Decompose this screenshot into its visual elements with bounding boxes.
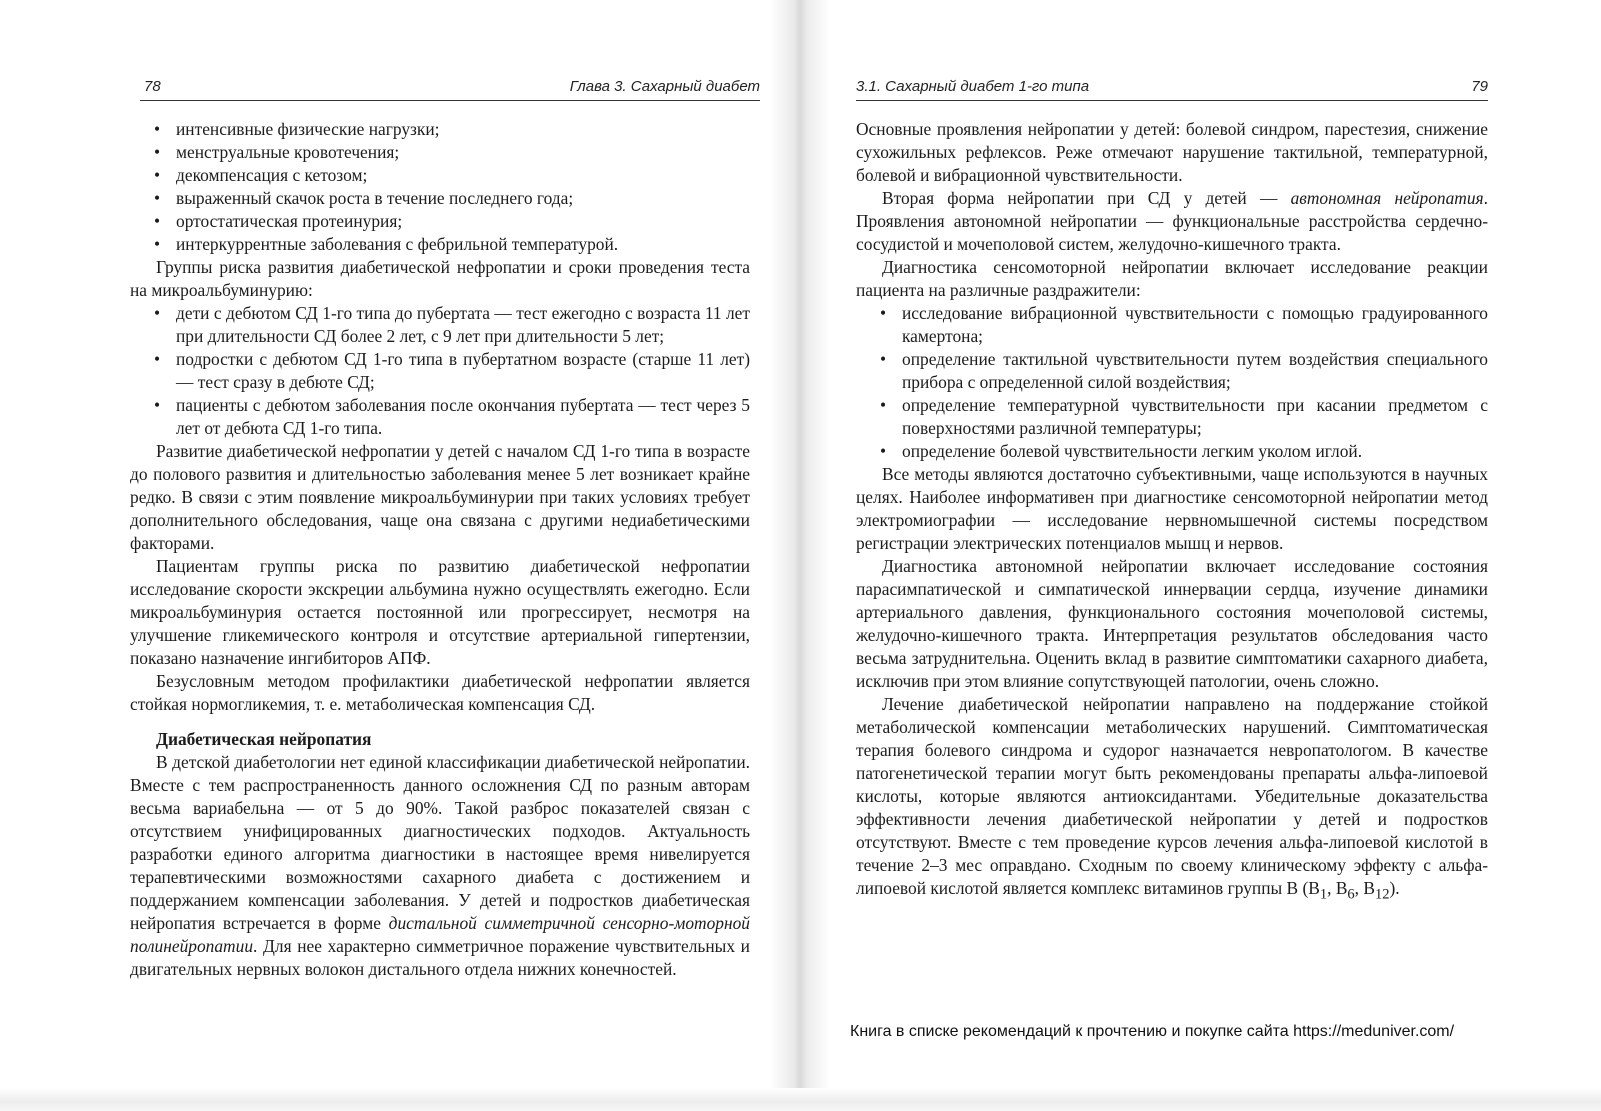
left-running-title: Глава 3. Сахарный диабет: [569, 78, 760, 95]
text-run: , В: [1327, 878, 1348, 898]
left-page-number: 78: [144, 78, 161, 95]
right-running-title: 3.1. Сахарный диабет 1-го типа: [856, 78, 1090, 95]
text-run: . Для нее характерно симметричное поражение чувствительных и двигательных нервных волокон дистального отдела нижних конечностей.: [130, 936, 750, 979]
risk-factors-list: [130, 118, 750, 256]
text-run: . Проявления автономной нейропатии — функциональные расстройства сердечно-сосудистой и мочеполовой систем, желудочно-кишечного тракта.: [856, 188, 1488, 254]
left-running-head: [120, 78, 760, 100]
paragraph: [130, 751, 750, 981]
list-item: • ортостатическая протеинурия;: [130, 210, 750, 233]
paragraph: Группы риска развития диабетической нефропатии и сроки проведения теста на микроальбуминурию:: [130, 257, 750, 300]
italic-term: автономная нейропатия: [1290, 188, 1484, 208]
text-run: , В: [1354, 878, 1375, 898]
paragraph: Пациентам группы риска по развитию диабетической нефропатии исследование скорости экскреции альбумина нужно осуществлять ежегодно. Если микроальбуминурия остается постоянной или прогрессирует, несмотря на улучшение гликемического контроля и отсутствие артериальной гипертензии, показано назначение ингибиторов АПФ.: [130, 556, 750, 668]
right-running-head: [856, 78, 1488, 100]
list-item: • выраженный скачок роста в течение последнего года;: [130, 187, 750, 210]
paragraph: Диагностика автономной нейропатии включает исследование состояния парасимпатической и симпатической иннервации сердца, изучение динамики артериального давления, функционального состояния мочеполовой системы, желудочно-кишечного тракта. Интерпретация результатов обследования часто весьма затруднительна. Оценить вклад в развитие симптоматики сахарного диабета, исключив при этом влияние сопутствующей патологии, очень сложно.: [856, 556, 1488, 691]
list-item: • определение болевой чувствительности легким уколом иглой.: [856, 440, 1488, 463]
left-header-rule: [140, 100, 760, 101]
list-item: • пациенты с дебютом заболевания после окончания пубертата — тест через 5 лет от дебюта СД 1-го типа.: [130, 394, 750, 440]
paragraph: Все методы являются достаточно субъективными, чаще используются в научных целях. Наиболее информативен при диагностике сенсомоторной нейропатии метод электромиографии — исследование нервномышечной системы посредством регистрации электрических потенциалов мышц и нервов.: [856, 464, 1488, 553]
diagnostics-list: [856, 302, 1488, 463]
list-item: • интеркуррентные заболевания с фебрильной температурой.: [130, 233, 750, 256]
list-item: • подростки с дебютом СД 1-го типа в пубертатном возрасте (старше 11 лет) — тест сразу в дебюте СД;: [130, 348, 750, 394]
list-item: • исследование вибрационной чувствительности с помощью градуированного камертона;: [856, 302, 1488, 348]
list-item: • менструальные кровотечения;: [130, 141, 750, 164]
right-page-number: 79: [1471, 78, 1488, 95]
paragraph: Безусловным методом профилактики диабетической нефропатии является стойкая нормогликемия, т. е. метаболическая компенсация СД.: [130, 671, 750, 714]
text-run: ).: [1389, 878, 1400, 898]
list-item: • дети с дебютом СД 1-го типа до пубертата — тест ежегодно с возраста 11 лет при длительности СД более 2 лет, с 9 лет при длительности 5 лет;: [130, 302, 750, 348]
italic-term: дистальной симметричной сенсорно-моторной полинейропатии: [130, 913, 750, 956]
section-heading: Диабетическая нейропатия: [156, 729, 372, 749]
left-page: [120, 0, 760, 1111]
paragraph: [856, 693, 1488, 906]
list-item: • интенсивные физические нагрузки;: [130, 118, 750, 141]
subscript: 12: [1374, 886, 1390, 903]
left-page-body: [130, 118, 750, 981]
paragraph: [856, 187, 1488, 256]
risk-groups-list: [130, 302, 750, 440]
right-page: [856, 0, 1488, 1111]
book-gutter: [770, 0, 830, 1111]
text-run: Лечение диабетической нейропатии направлено на поддержание стойкой метаболической компенсации метаболических нарушений. Симптоматическая терапия болевого синдрома и судорог назначается невропатологом. В качестве патогенетической терапии могут быть рекомендованы препараты альфа-липоевой кислоты, которые являются антиоксидантами. Убедительные доказательства эффективности лечения диабетической нейропатии у детей и подростков отсутствуют. Вместе с тем проведение курсов лечения альфа-липоевой кислотой в течение 2–3 мес оправдано. Сходным по своему клиническому эффекту с альфа-липоевой кислотой является комплекс витаминов группы В (В: [856, 694, 1488, 898]
watermark-footer: Книга в списке рекомендаций к прочтению и покупке сайта https://meduniver.com/: [850, 1023, 1455, 1040]
right-header-rule: [856, 100, 1488, 101]
text-run: В детской диабетологии нет единой классификации диабетической нейропатии. Вместе с тем распространенность данного осложнения СД по разным авторам весьма вариабельна — от 5 до 90%. Такой разброс показателей связан с отсутствием унифицированных диагностических подходов. Актуальность разработки единого алгоритма диагностики в настоящее время нивелируется терапевтическими возможностями сахарного диабета с достижением и поддержанием компенсации заболевания. У детей и подростков диабетическая нейропатия встречается в форме: [130, 752, 750, 933]
paragraph: Диагностика сенсомоторной нейропатии включает исследование реакции пациента на различные раздражители:: [856, 257, 1488, 300]
list-item: • декомпенсация с кетозом;: [130, 164, 750, 187]
paragraph: Основные проявления нейропатии у детей: болевой синдром, парестезия, снижение сухожильных рефлексов. Реже отмечают нарушение тактильной, температурной, болевой и вибрационной чувствительности.: [856, 119, 1488, 185]
list-item: • определение тактильной чувствительности путем воздействия специального прибора с определенной силой воздействия;: [856, 348, 1488, 394]
right-page-body: [856, 118, 1488, 906]
list-item: • определение температурной чувствительности при касании предметом с поверхностями различной температуры;: [856, 394, 1488, 440]
subscript: 1: [1319, 886, 1328, 903]
text-run: Вторая форма нейропатии при СД у детей —: [882, 188, 1291, 208]
subscript: 6: [1347, 886, 1355, 903]
paragraph: Развитие диабетической нефропатии у детей с началом СД 1-го типа в возрасте до полового развития и длительностью заболевания менее 5 лет возникает крайне редко. В связи с этим появление микроальбуминурии при таких условиях требует дополнительного обследования, чаще она связана с другими недиабетическими факторами.: [130, 441, 750, 553]
